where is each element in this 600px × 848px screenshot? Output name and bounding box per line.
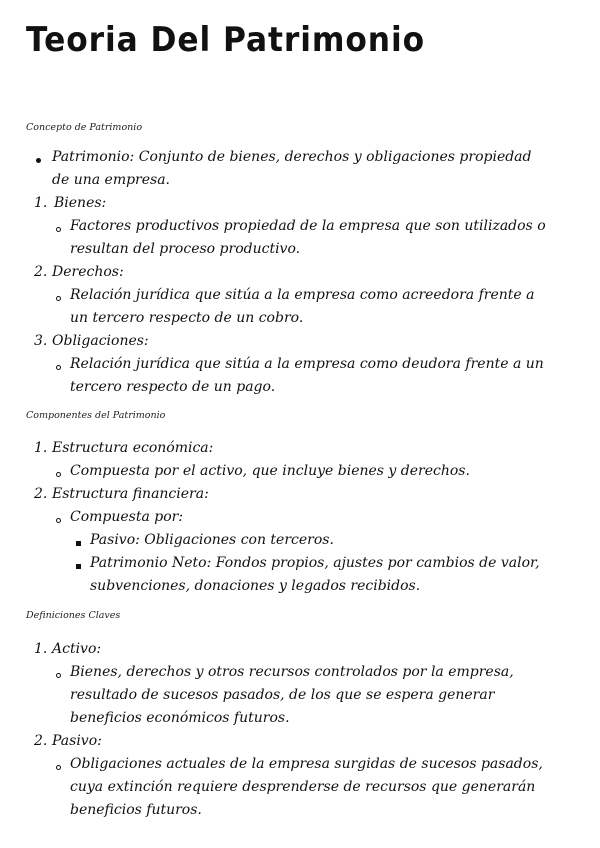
section-heading-definiciones: Definiciones Claves	[26, 610, 121, 621]
pasivo-label: Pasivo:	[52, 733, 102, 749]
estructura-financiera-label: Estructura financiera:	[52, 486, 209, 502]
bienes-line-1: Factores productivos propiedad de la empresa que son utilizados o	[70, 218, 546, 234]
pasivo-sub-line: Pasivo: Obligaciones con terceros.	[90, 532, 334, 548]
bullet-icon	[56, 518, 61, 523]
list-number: 1.	[34, 641, 48, 657]
patrimonio-line-2: de una empresa.	[52, 172, 171, 188]
list-number: 2.	[34, 733, 48, 749]
estructura-economica-line: Compuesta por el activo, que incluye bienes y derechos.	[70, 463, 470, 479]
estructura-financiera-line: Compuesta por:	[70, 509, 184, 525]
bullet-icon	[76, 541, 81, 546]
obligaciones-line-2: tercero respecto de un pago.	[70, 379, 276, 395]
bullet-icon	[56, 296, 61, 301]
bullet-icon	[56, 673, 61, 678]
list-number: 1.	[34, 440, 48, 456]
derechos-line-1: Relación jurídica que sitúa a la empresa como acreedora frente a	[70, 287, 535, 303]
activo-line-1: Bienes, derechos y otros recursos controlados por la empresa,	[70, 664, 514, 680]
pasivo-line-3: beneficios futuros.	[70, 802, 202, 818]
estructura-economica-label: Estructura económica:	[52, 440, 214, 456]
bienes-label: Bienes:	[54, 195, 107, 211]
obligaciones-label: Obligaciones:	[52, 333, 149, 349]
obligaciones-line-1: Relación jurídica que sitúa a la empresa como deudora frente a un	[70, 356, 544, 372]
pasivo-line-2: cuya extinción requiere desprenderse de recursos que generarán	[70, 779, 536, 795]
bullet-icon	[56, 227, 61, 232]
bienes-line-2: resultan del proceso productivo.	[70, 241, 301, 257]
list-number: 2.	[34, 264, 48, 280]
derechos-line-2: un tercero respecto de un cobro.	[70, 310, 304, 326]
list-number: 1.	[34, 195, 48, 211]
bullet-icon	[76, 564, 81, 569]
bullet-icon	[56, 472, 61, 477]
section-heading-componentes: Componentes del Patrimonio	[26, 410, 166, 421]
derechos-label: Derechos:	[52, 264, 124, 280]
bullet-icon	[36, 158, 41, 163]
activo-label: Activo:	[52, 641, 102, 657]
list-number: 3.	[34, 333, 48, 349]
bullet-icon	[56, 765, 61, 770]
activo-line-3: beneficios económicos futuros.	[70, 710, 290, 726]
bullet-icon	[56, 365, 61, 370]
page-title: Teoria Del Patrimonio	[26, 20, 426, 60]
patrimonio-neto-line-1: Patrimonio Neto: Fondos propios, ajustes por cambios de valor,	[90, 555, 540, 571]
pasivo-line-1: Obligaciones actuales de la empresa surgidas de sucesos pasados,	[70, 756, 543, 772]
patrimonio-neto-line-2: subvenciones, donaciones y legados recibidos.	[90, 578, 421, 594]
section-heading-concepto: Concepto de Patrimonio	[26, 122, 143, 133]
list-number: 2.	[34, 486, 48, 502]
activo-line-2: resultado de sucesos pasados, de los que se espera generar	[70, 687, 495, 703]
patrimonio-line-1: Patrimonio: Conjunto de bienes, derechos y obligaciones propiedad	[52, 149, 532, 165]
